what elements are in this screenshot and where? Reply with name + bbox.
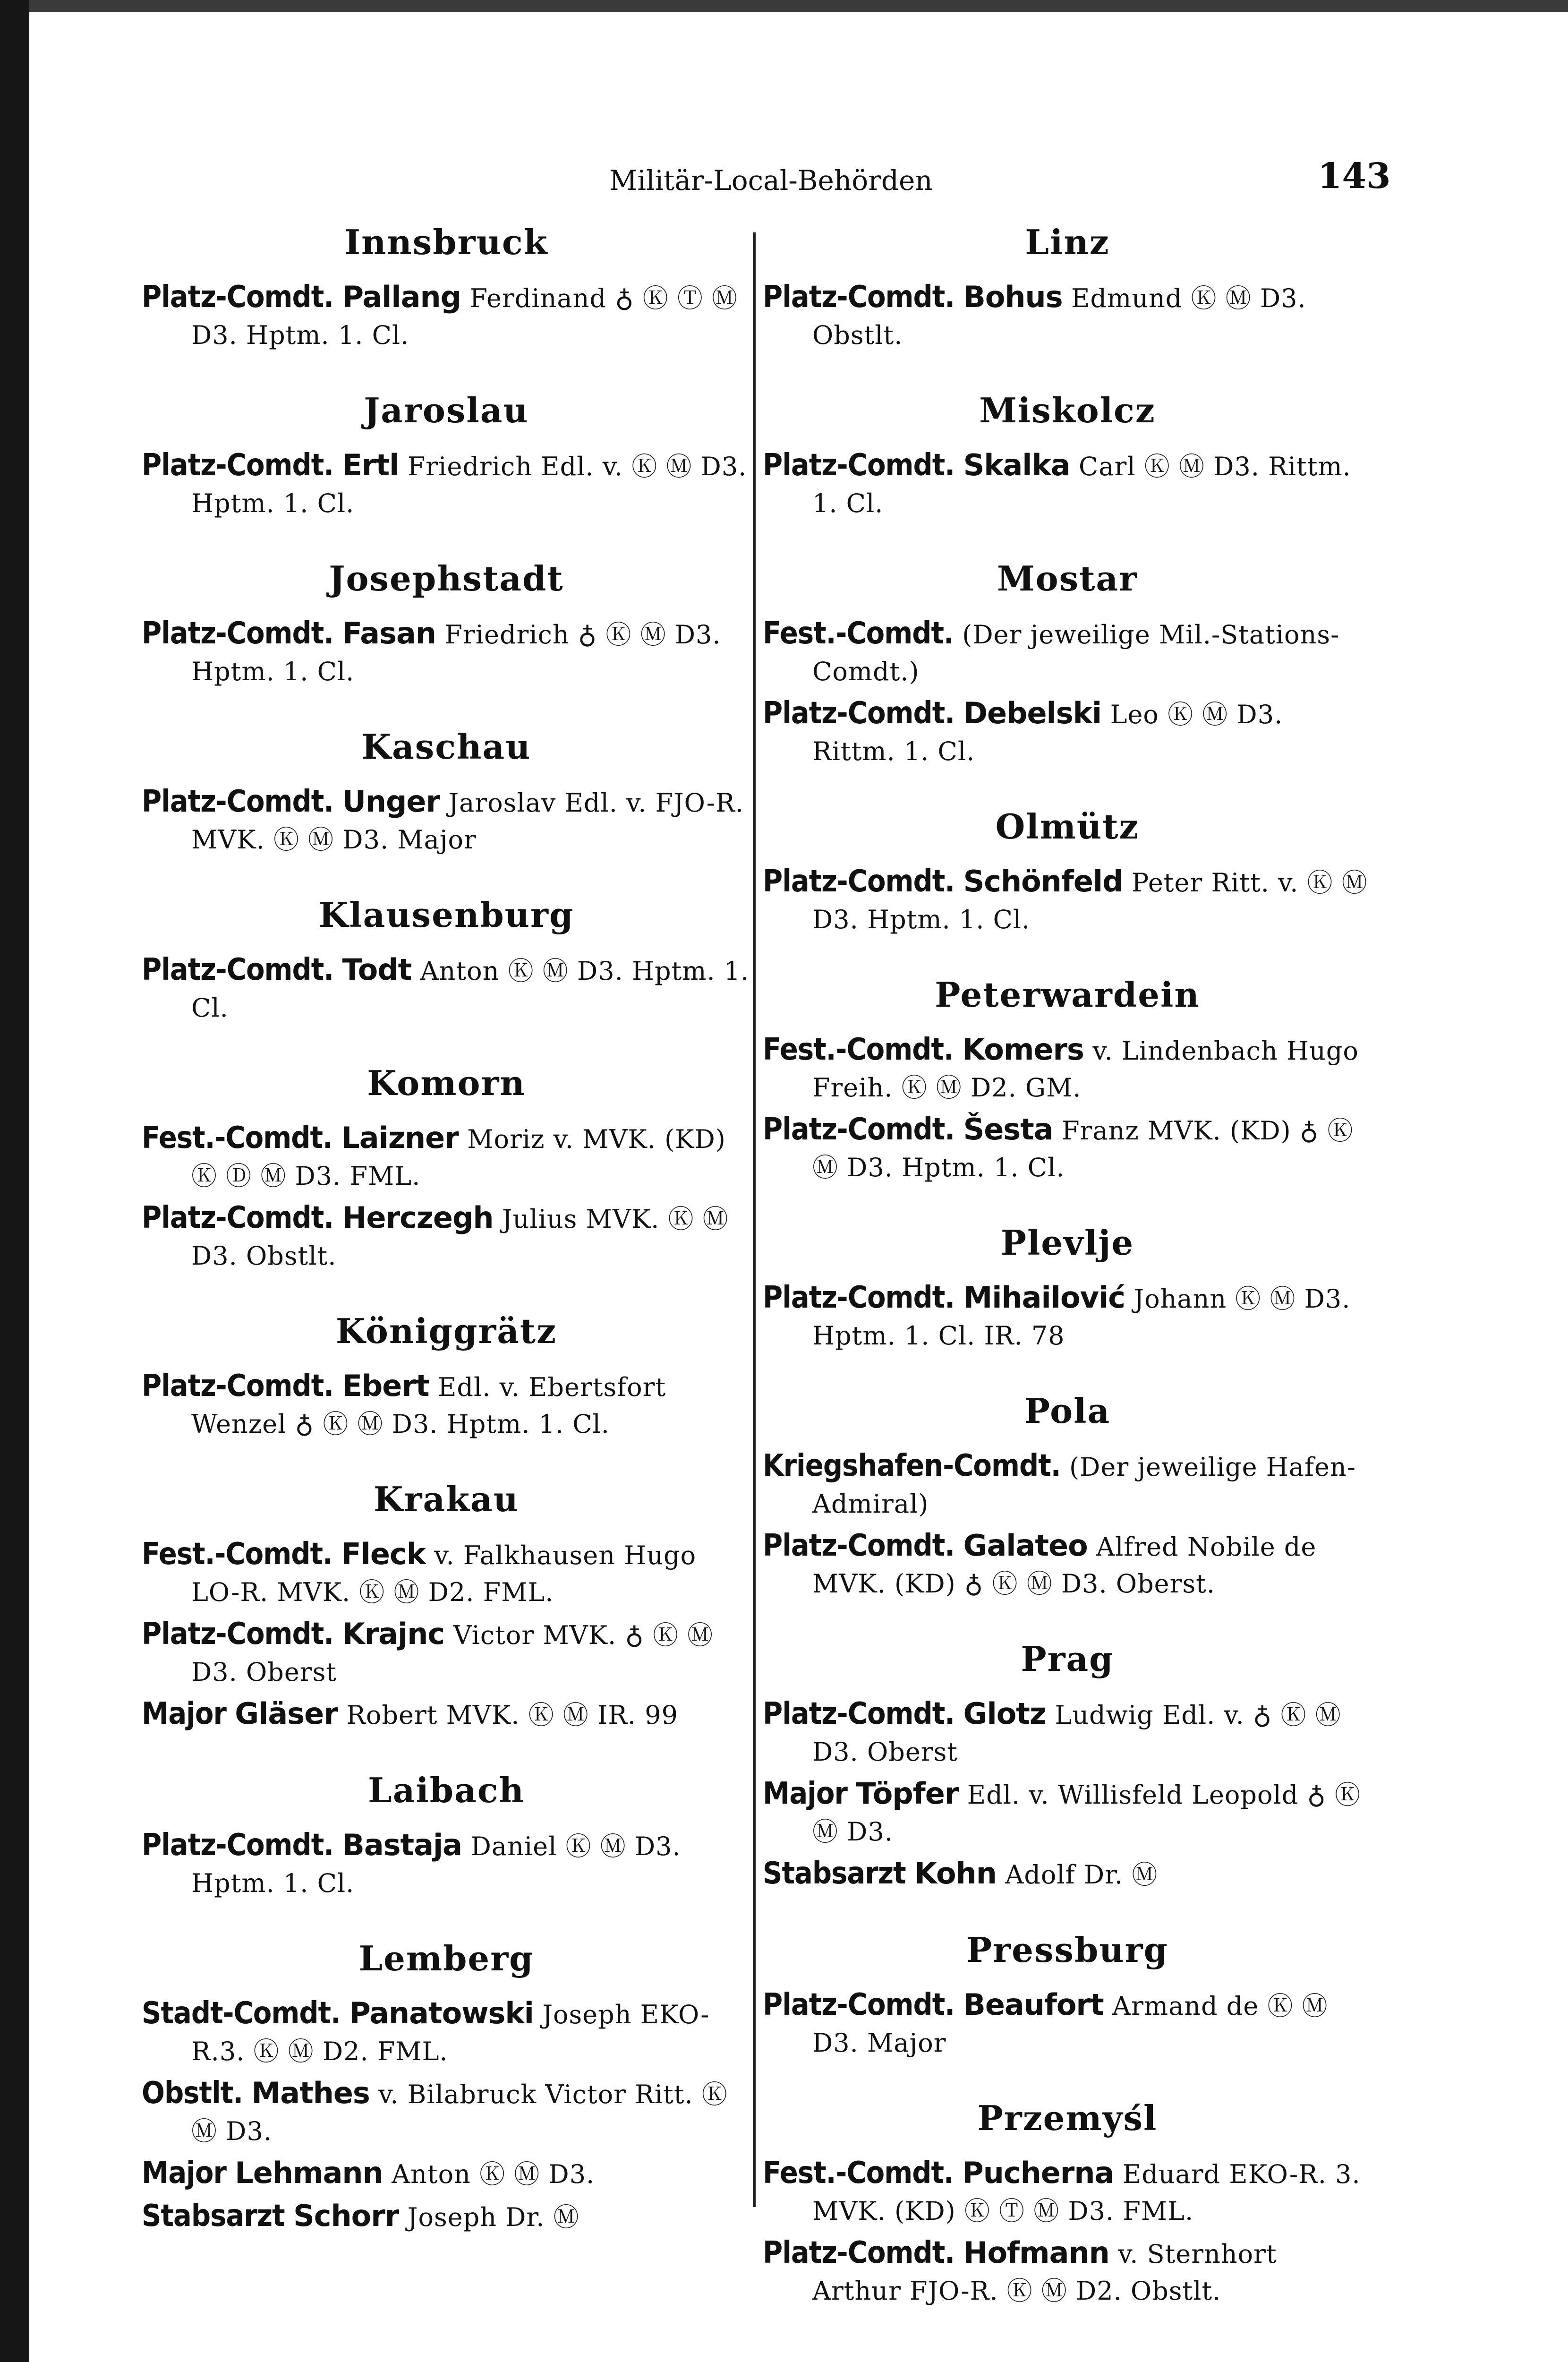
directory-entry bbox=[142, 1120, 751, 1194]
directory-entry bbox=[142, 784, 751, 858]
entry-details: v. Falkhausen Hugo LO-R. MVK. Ⓚ Ⓜ D2. FML. bbox=[191, 1540, 697, 1607]
entry-details: Eduard EKO-R. 3. MVK. (KD) Ⓚ Ⓣ Ⓜ D3. FML. bbox=[812, 2159, 1361, 2226]
entry-details: v. Bilabruck Victor Ritt. Ⓚ Ⓜ D3. bbox=[191, 2080, 728, 2146]
city-heading: Lemberg bbox=[358, 1938, 534, 1978]
entry-details: Joseph EKO-R.3. Ⓚ Ⓜ D2. FML. bbox=[191, 2000, 710, 2066]
entry-details: v. Sternhort Arthur FJO-R. Ⓚ Ⓜ D2. Obstlt. bbox=[812, 2239, 1277, 2306]
right-column bbox=[763, 222, 1372, 2315]
directory-entry bbox=[763, 616, 1372, 690]
entry-details: Edmund Ⓚ Ⓜ D3. Obstlt. bbox=[812, 283, 1306, 350]
left-column bbox=[142, 222, 751, 2241]
directory-entry bbox=[142, 2155, 751, 2192]
city-heading: Josephstadt bbox=[329, 558, 564, 599]
directory-entry bbox=[763, 2155, 1372, 2229]
entry-name: Gläser bbox=[235, 1696, 338, 1731]
directory-entry bbox=[763, 1528, 1372, 1602]
entry-role: Stabsarzt bbox=[142, 2199, 285, 2234]
entry-name: Unger bbox=[342, 784, 440, 819]
entry-name: Ertl bbox=[342, 448, 399, 482]
entry-name: Mathes bbox=[251, 2076, 370, 2110]
city-heading: Linz bbox=[1025, 222, 1110, 262]
entry-name: Todt bbox=[342, 952, 412, 987]
entry-details: Robert MVK. Ⓚ Ⓜ IR. 99 bbox=[346, 1700, 678, 1730]
entry-role: Platz-Comdt. bbox=[142, 616, 334, 651]
page-number: 143 bbox=[1318, 156, 1391, 197]
entry-name: Krajnc bbox=[342, 1617, 445, 1651]
city-heading: Mostar bbox=[997, 558, 1138, 599]
entry-role: Major bbox=[142, 1696, 226, 1731]
entry-name: Komers bbox=[962, 1032, 1084, 1067]
city-heading: Miskolcz bbox=[979, 390, 1156, 430]
entry-details: Friedrich ♁ Ⓚ Ⓜ D3. Hptm. 1. Cl. bbox=[191, 620, 721, 686]
city-heading: Jaroslau bbox=[364, 390, 529, 430]
directory-entry bbox=[763, 1776, 1372, 1850]
entry-role: Platz-Comdt. bbox=[142, 1617, 334, 1652]
entry-details: Adolf Dr. Ⓜ bbox=[1005, 1860, 1158, 1890]
entry-role: Platz-Comdt. bbox=[142, 1828, 334, 1863]
directory-entry bbox=[763, 1987, 1372, 2061]
city-heading: Kaschau bbox=[361, 727, 531, 767]
entry-role: Fest.-Comdt. bbox=[142, 1121, 332, 1155]
directory-entry bbox=[142, 447, 751, 522]
page-header bbox=[0, 156, 1568, 203]
entry-details: Ludwig Edl. v. ♁ Ⓚ Ⓜ D3. Oberst bbox=[812, 1700, 1341, 1767]
entry-name: Galateo bbox=[963, 1528, 1088, 1563]
entry-details: Friedrich Edl. v. Ⓚ Ⓜ D3. Hptm. 1. Cl. bbox=[191, 452, 747, 518]
entry-role: Fest.-Comdt. bbox=[763, 1032, 954, 1067]
directory-entry bbox=[763, 864, 1372, 938]
entry-role: Platz-Comdt. bbox=[142, 280, 334, 315]
entry-role: Obstlt. bbox=[142, 2076, 243, 2111]
entry-role: Platz-Comdt. bbox=[763, 1987, 955, 2022]
entry-name: Bastaja bbox=[342, 1828, 462, 1862]
directory-entry bbox=[142, 2075, 751, 2149]
entry-name: Beaufort bbox=[963, 1987, 1104, 2022]
entry-name: Skalka bbox=[963, 448, 1070, 482]
entry-details: Armand de Ⓚ Ⓜ D3. Major bbox=[812, 1991, 1328, 2058]
city-heading: Pressburg bbox=[966, 1930, 1168, 1970]
entry-name: Töpfer bbox=[856, 1776, 959, 1811]
entry-role: Platz-Comdt. bbox=[763, 280, 955, 315]
entry-name: Lehmann bbox=[235, 2156, 383, 2190]
entry-role: Platz-Comdt. bbox=[142, 448, 334, 483]
entry-details: Edl. v. Willisfeld Leopold ♁ Ⓚ Ⓜ D3. bbox=[812, 1780, 1361, 1847]
entry-details: v. Lindenbach Hugo Freih. Ⓚ Ⓜ D2. GM. bbox=[812, 1036, 1359, 1103]
directory-entry bbox=[763, 2235, 1372, 2309]
city-heading: Laibach bbox=[368, 1770, 525, 1810]
entry-role: Platz-Comdt. bbox=[763, 2235, 955, 2270]
entry-name: Laizner bbox=[341, 1121, 459, 1155]
city-heading: Komorn bbox=[367, 1063, 526, 1103]
entry-role: Platz-Comdt. bbox=[142, 1200, 334, 1235]
directory-entry bbox=[763, 1696, 1372, 1770]
entry-details: Anton Ⓚ Ⓜ D3. Hptm. 1. Cl. bbox=[191, 956, 750, 1023]
city-heading: Plevlje bbox=[1000, 1223, 1134, 1263]
directory-entry bbox=[763, 447, 1372, 522]
entry-details: (Der jeweilige Hafen-Admiral) bbox=[812, 1452, 1356, 1519]
running-title: Militär-Local-Behörden bbox=[609, 164, 933, 197]
entry-details: Ferdinand ♁ Ⓚ Ⓣ Ⓜ D3. Hptm. 1. Cl. bbox=[191, 283, 738, 350]
entry-name: Pallang bbox=[342, 280, 461, 314]
entry-name: Fleck bbox=[341, 1537, 426, 1571]
entry-role: Fest.-Comdt. bbox=[763, 2156, 954, 2191]
entry-name: Ebert bbox=[342, 1369, 429, 1403]
directory-entry bbox=[142, 1536, 751, 1610]
entry-details: Johann Ⓚ Ⓜ D3. Hptm. 1. Cl. IR. 78 bbox=[812, 1284, 1351, 1351]
directory-entry bbox=[763, 1112, 1372, 1186]
directory-entry bbox=[763, 1032, 1372, 1106]
city-heading: Olmütz bbox=[995, 806, 1140, 847]
entry-role: Platz-Comdt. bbox=[763, 696, 955, 731]
directory-entry bbox=[142, 1696, 751, 1733]
directory-entry bbox=[142, 1368, 751, 1442]
entry-details: Jaroslav Edl. v. FJO-R. MVK. Ⓚ Ⓜ D3. Major bbox=[191, 788, 744, 855]
directory-entry bbox=[142, 1200, 751, 1274]
city-heading: Krakau bbox=[373, 1479, 520, 1519]
entry-role: Kriegshafen-Comdt. bbox=[763, 1448, 1061, 1483]
scan-top-edge bbox=[29, 0, 1568, 12]
directory-entry bbox=[142, 1616, 751, 1690]
directory-entry bbox=[142, 2198, 751, 2235]
column-divider bbox=[753, 232, 756, 2207]
entry-name: Pucherna bbox=[962, 2156, 1114, 2190]
entry-name: Fasan bbox=[342, 616, 436, 650]
entry-details: Julius MVK. Ⓚ Ⓜ D3. Obstlt. bbox=[191, 1204, 729, 1271]
entry-name: Kohn bbox=[914, 1856, 997, 1891]
entry-name: Debelski bbox=[963, 696, 1102, 730]
entry-name: Bohus bbox=[963, 280, 1063, 314]
entry-role: Major bbox=[763, 1776, 847, 1811]
directory-entry bbox=[142, 616, 751, 690]
entry-role: Platz-Comdt. bbox=[142, 952, 334, 987]
entry-name: Glotz bbox=[963, 1696, 1047, 1731]
entry-role: Platz-Comdt. bbox=[763, 864, 955, 899]
entry-role: Stadt-Comdt. bbox=[142, 1996, 341, 2031]
entry-role: Platz-Comdt. bbox=[142, 784, 334, 819]
entry-role: Platz-Comdt. bbox=[763, 1696, 955, 1731]
city-heading: Peterwardein bbox=[935, 975, 1200, 1015]
directory-entry bbox=[142, 1995, 751, 2070]
directory-entry bbox=[763, 695, 1372, 770]
city-heading: Königgrätz bbox=[335, 1311, 557, 1351]
city-heading: Klausenburg bbox=[318, 895, 574, 935]
entry-details: (Der jeweilige Mil.-Stations-Comdt.) bbox=[812, 620, 1340, 686]
entry-role: Fest.-Comdt. bbox=[763, 616, 954, 651]
entry-role: Platz-Comdt. bbox=[763, 1280, 955, 1315]
city-heading: Przemyśl bbox=[977, 2098, 1158, 2138]
directory-entry bbox=[763, 1280, 1372, 1354]
entry-role: Platz-Comdt. bbox=[142, 1369, 334, 1404]
entry-name: Schönfeld bbox=[963, 864, 1123, 899]
entry-details: Peter Ritt. v. Ⓚ Ⓜ D3. Hptm. 1. Cl. bbox=[812, 868, 1368, 934]
directory-entry bbox=[763, 1448, 1372, 1522]
entry-name: Herczegh bbox=[342, 1200, 494, 1235]
entry-role: Stabsarzt bbox=[763, 1856, 906, 1891]
entry-role: Fest.-Comdt. bbox=[142, 1537, 332, 1572]
directory-entry bbox=[142, 952, 751, 1026]
entry-details: Daniel Ⓚ Ⓜ D3. Hptm. 1. Cl. bbox=[191, 1831, 681, 1898]
directory-entry bbox=[763, 279, 1372, 353]
entry-role: Major bbox=[142, 2156, 226, 2191]
entry-name: Šesta bbox=[963, 1112, 1053, 1147]
entry-role: Platz-Comdt. bbox=[763, 448, 955, 483]
entry-details: Joseph Dr. Ⓜ bbox=[407, 2202, 579, 2232]
entry-details: Victor MVK. ♁ Ⓚ Ⓜ D3. Oberst bbox=[191, 1620, 714, 1687]
entry-name: Mihailović bbox=[963, 1280, 1125, 1315]
entry-role: Platz-Comdt. bbox=[763, 1112, 955, 1147]
entry-details: Anton Ⓚ Ⓜ D3. bbox=[392, 2159, 595, 2189]
entry-details: Franz MVK. (KD) ♁ Ⓚ Ⓜ D3. Hptm. 1. Cl. bbox=[812, 1116, 1354, 1182]
entry-details: Moriz v. MVK. (KD) Ⓚ Ⓓ Ⓜ D3. FML. bbox=[191, 1124, 726, 1191]
entry-details: Carl Ⓚ Ⓜ D3. Rittm. 1. Cl. bbox=[812, 452, 1351, 518]
entry-details: Edl. v. Ebertsfort Wenzel ♁ Ⓚ Ⓜ D3. Hptm. 1. Cl. bbox=[191, 1372, 666, 1439]
city-heading: Innsbruck bbox=[344, 222, 548, 262]
entry-details: Leo Ⓚ Ⓜ D3. Rittm. 1. Cl. bbox=[812, 700, 1283, 766]
entry-name: Hofmann bbox=[963, 2235, 1109, 2270]
directory-entry bbox=[142, 1827, 751, 1901]
city-heading: Pola bbox=[1024, 1391, 1111, 1431]
entry-details: Alfred Nobile de MVK. (KD) ♁ Ⓚ Ⓜ D3. Oberst. bbox=[812, 1532, 1317, 1599]
directory-entry bbox=[763, 1856, 1372, 1893]
entry-name: Panatowski bbox=[349, 1996, 534, 2030]
directory-entry bbox=[142, 279, 751, 353]
city-heading: Prag bbox=[1021, 1639, 1114, 1679]
scan-page-edge bbox=[0, 0, 29, 2362]
entry-role: Platz-Comdt. bbox=[763, 1528, 955, 1563]
entry-name: Schorr bbox=[293, 2199, 399, 2233]
